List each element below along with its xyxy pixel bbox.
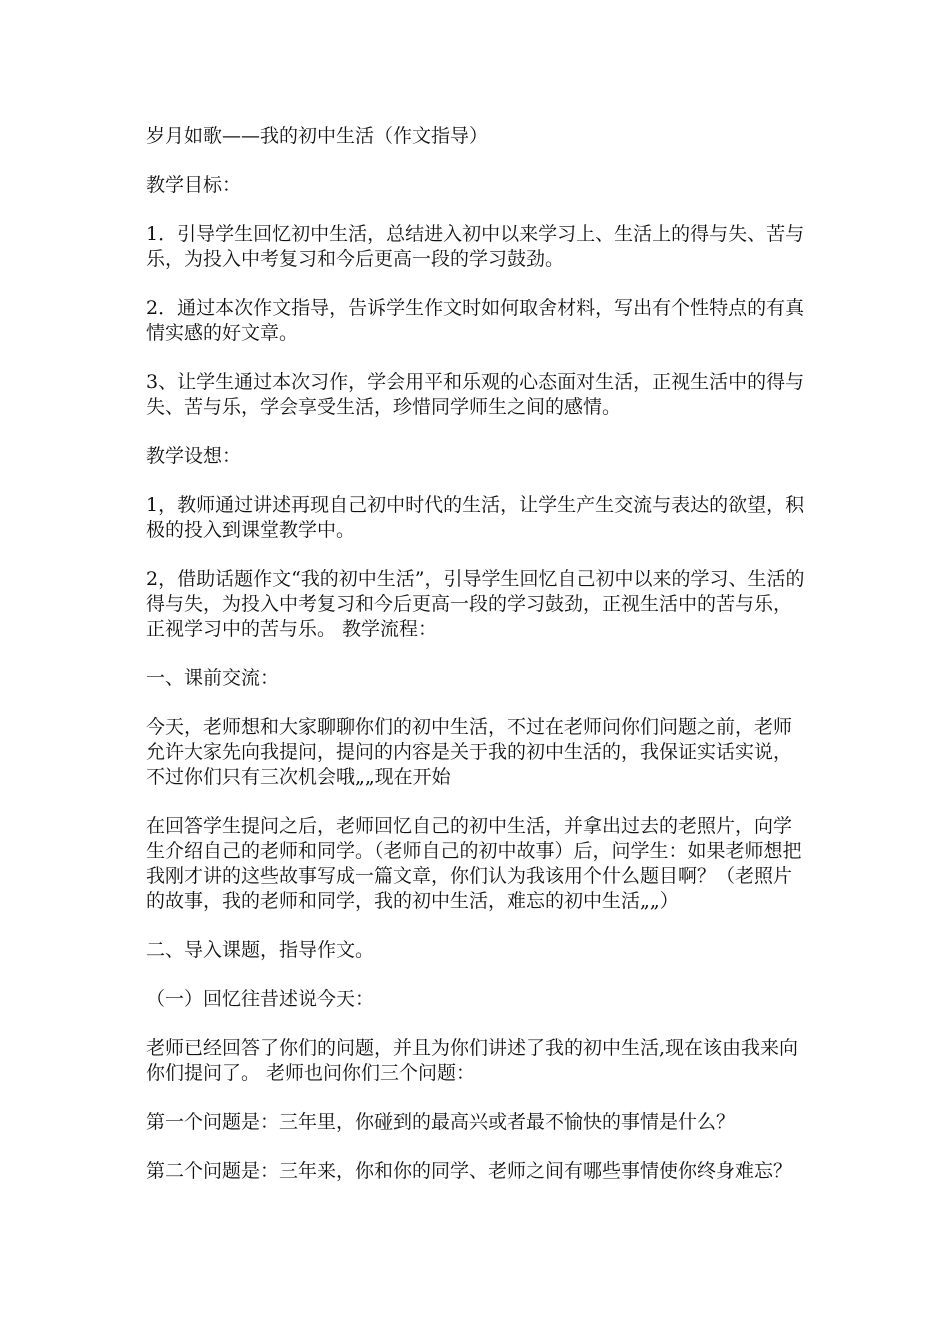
document-title: 岁月如歌——我的初中生活（作文指导） <box>146 125 489 147</box>
goal-paragraph-1: 1．引导学生回忆初中生活，总结进入初中以来学习上、生活上的得与失、苦与乐，为投入中考复习和今后更高一段的学习鼓劲。 <box>146 223 805 270</box>
heading-pre-class-exchange: 一、课前交流： <box>146 667 280 689</box>
question-paragraph-2: 第二个问题是：三年来，你和你的同学、老师之间有哪些事情使你终身难忘？ <box>146 1160 793 1182</box>
idea-paragraph-1: 1，教师通过讲述再现自己初中时代的生活，让学生产生交流与表达的欲望，积极的投入到课堂教学中。 <box>146 494 805 541</box>
exchange-paragraph-1: 今天，老师想和大家聊聊你们的初中生活，不过在老师问你们问题之前，老师允许大家先向我提问，提问的内容是关于我的初中生活的，我保证实话实说，不过你们只有三次机会哦„„现在开始 <box>146 716 793 788</box>
heading-introduce-topic: 二、导入课题，指导作文。 <box>146 939 375 961</box>
question-paragraph-1: 第一个问题是：三年里，你碰到的最高兴或者最不愉快的事情是什么？ <box>146 1111 736 1133</box>
goal-paragraph-3: 3、让学生通过本次习作，学会用平和乐观的心态面对生活，正视生活中的得与失、苦与乐，学会享受生活，珍惜同学师生之间的感情。 <box>146 371 805 418</box>
exchange-paragraph-2: 在回答学生提问之后，老师回忆自己的初中生活，并拿出过去的老照片，向学生介绍自己的老师和同学。（老师自己的初中故事）后，问学生：如果老师想把我刚才讲的这些故事写成一篇文章，你们认为我该用个什么题目啊？（老照片的故事，我的老师和同学，我的初中生活，难忘的初中生活„„） <box>146 815 802 912</box>
heading-teaching-ideas: 教学设想： <box>146 445 242 467</box>
idea-paragraph-2: 2，借助话题作文“我的初中生活”，引导学生回忆自己初中以来的学习、生活的得与失，为投入中考复习和今后更高一段的学习鼓劲，正视生活中的苦与乐，正视学习中的苦与乐。 教学流程： <box>146 568 805 640</box>
document-body <box>146 124 810 1208</box>
recall-paragraph-1: 老师已经回答了你们的问题，并且为你们讲述了我的初中生活,现在该由我来向你们提问了。 老师也问你们三个问题： <box>146 1037 799 1084</box>
goal-paragraph-2: 2．通过本次作文指导，告诉学生作文时如何取舍材料，写出有个性特点的有真情实感的好文章。 <box>146 297 805 344</box>
heading-teaching-goals: 教学目标： <box>146 174 242 196</box>
subheading-recall-past: （一）回忆往昔述说今天： <box>146 988 375 1010</box>
